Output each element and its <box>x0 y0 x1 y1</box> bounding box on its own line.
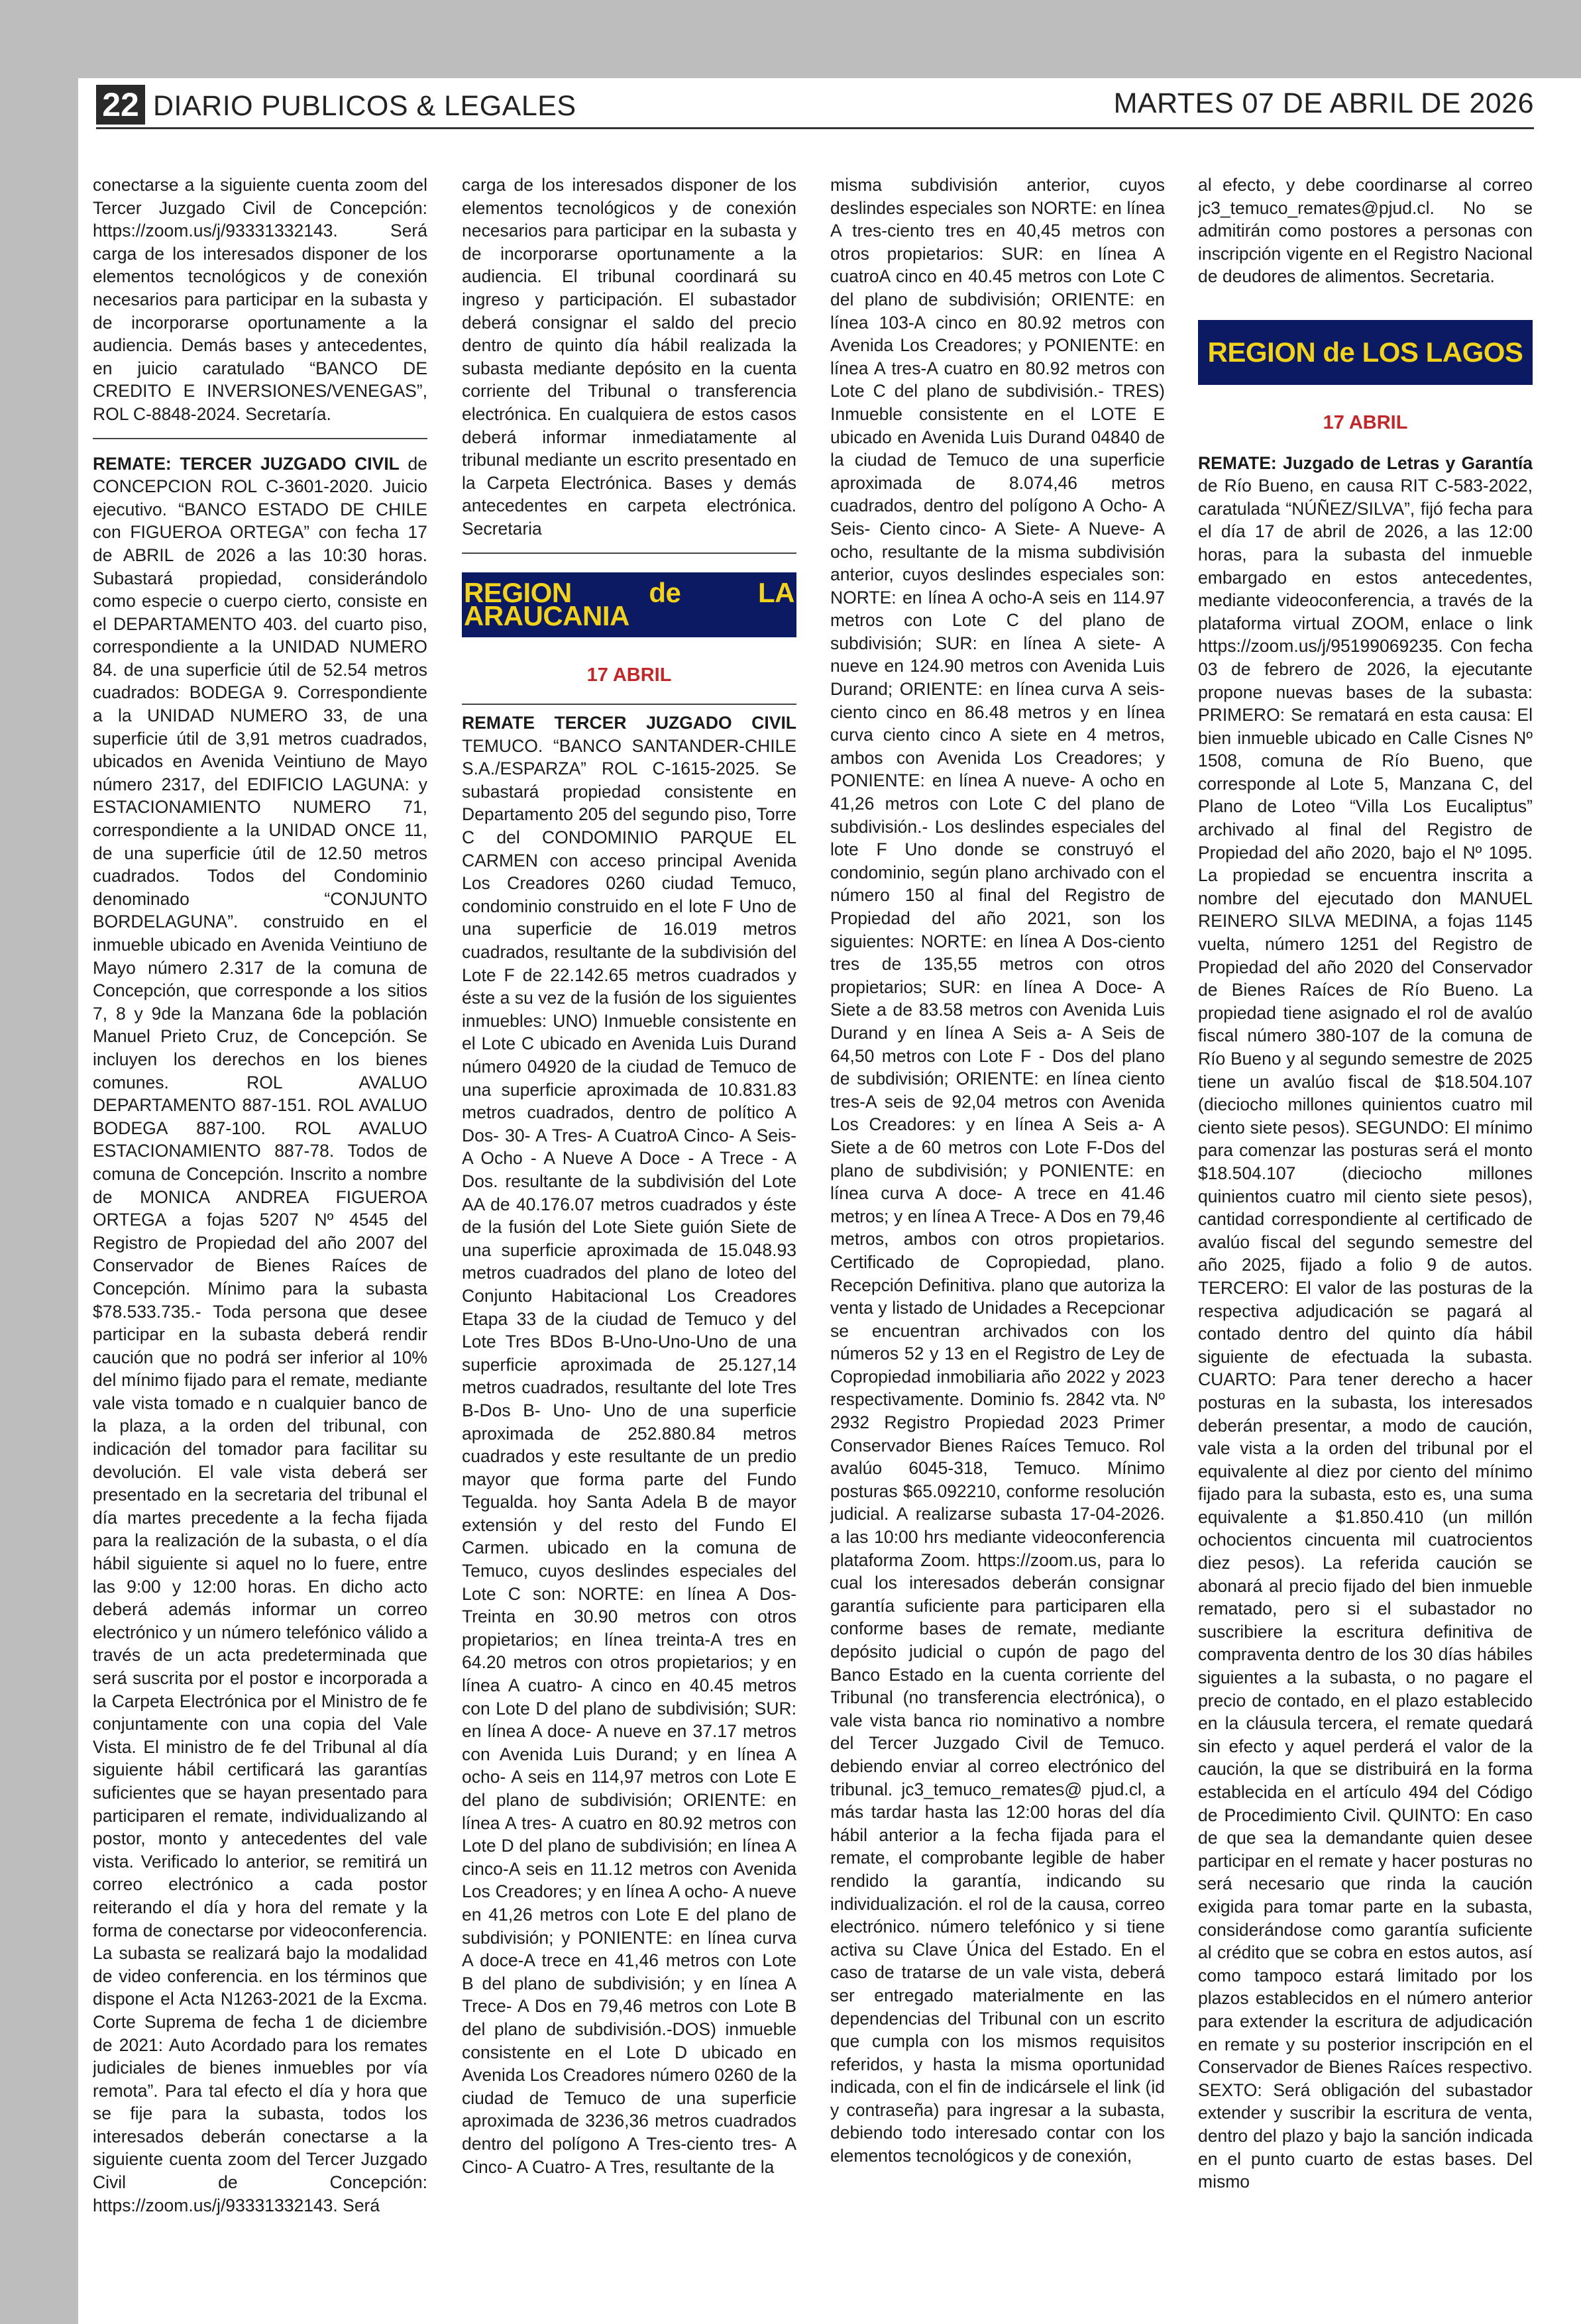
region-date: 17 ABRIL <box>1323 411 1408 433</box>
notice-continuation: conectarse a la siguiente cuenta zoom del Tercer Juzgado Civil de Concepción: https://zoom.us/j/93331332143. Será carga de los interesados disponer de los elementos tecnológicos y de conexión necesarios para participar en la subasta y de incorporarse oportunamente a la audiencia. Demás bases y antecedentes, en juicio caratulado “BANCO DE CREDITO E INVERSIONES/VENEGAS”, ROL C-8848-2024. Secretaría. <box>93 175 427 424</box>
newspaper-title: DIARIO PUBLICOS & LEGALES <box>153 90 576 122</box>
legal-notice <box>462 712 796 2178</box>
column-3 <box>830 174 1165 2300</box>
page-number: 22 <box>96 85 145 125</box>
notice-lead: REMATE: Juzgado de Letras y Garantía <box>1198 452 1533 473</box>
notice-body: de Río Bueno, en causa RIT C-583-2022, caratulada “NÚÑEZ/SILVA”, fijó fecha para el día 17 de abril de 2026, a las 12:00 horas, para la subasta del inmueble embargado en estos antecedentes, mediante videoconferencia, a través de la plataforma virtual ZOOM, enlace o link https://zoom.us/j/95199069235. Con fecha 03 de febrero de 2026, la ejecutante propone nuevas bases de la subasta: PRIMERO: Se rematará en esta causa: El bien inmueble ubicado en Calle Cisnes Nº 1508, comuna de Río Bueno, que corresponde al Lote 5, Manzana C, del Plano de Loteo “Villa Los Eucaliptus” archivado al final del Registro de Propiedad del año 2020, bajo el Nº 1095. La propiedad se encuentra inscrita a nombre del ejecutado don MANUEL REINERO SILVA MEDINA, a fojas 1145 vuelta, número 1251 del Registro de Propiedad del año 2020 del Conservador de Bienes Raíces de Río Bueno. La propiedad tiene asignado el rol de avalúo fiscal número 380-107 de la comuna de Río Bueno y al segundo semestre de 2025 tiene un avalúo fiscal de $18.504.107 (dieciocho millones quinientos cuatro mil ciento siete pesos). SEGUNDO: El mínimo para comenzar las posturas será el monto $18.504.107 (dieciocho millones quinientos cuatro mil ciento siete pesos), cantidad correspondiente al certificado de avalúo fiscal del segundo semestre del año 2025, fijado a folio 9 de autos. TERCERO: El valor de las posturas de la respectiva adjudicación se pagará al contado dentro del quinto día hábil siguiente de efectuada la subasta. CUARTO: Para tener derecho a hacer posturas en la subasta, los interesados deberán presentar, a modo de caución, vale vista a la orden del tribunal por el equivalente al diez por ciento del mínimo fijado para la subasta, esto es, una suma equivalente a $1.850.410 (un millón ochocientos cincuenta mil cuatrocientos diez pesos). La referida caución se abonará al precio fijado del bien inmueble rematado, pero si el subastador no suscribiere la escritura definitiva de compraventa dentro de los 30 días hábiles siguientes a la subasta, o no pagare el precio de contado, en el plazo establecido en la cláusula tercera, el remate quedará sin efecto y aquel perderá el valor de la caución, la que se distribuirá en la forma establecida en el artículo 494 del Código de Procedimiento Civil. QUINTO: En caso de que sea la demandante quien desee participar en el remate y hacer posturas no será necesario que rinda la caución exigida para tomar parte en la subasta, considerándose como garantía suficiente al crédito que se cobra en estos autos, así como tampoco estará limitado por los plazos establecidos en el número anterior para extender la escritura de adjudicación en remate y su posterior inscripción en el Conservador de Bienes Raíces respectivo. SEXTO: Será obligación del subastador extender y suscribir la escritura de venta, dentro del plazo y bajo la sanción indicada en el punto cuarto de estas bases. Del mismo <box>1198 476 1533 2192</box>
notice-body: de CONCEPCION ROL C-3601-2020. Juicio ejecutivo. “BANCO ESTADO DE CHILE con FIGUEROA ORTEGA” con fecha 17 de ABRIL de 2026 a las 10:30 horas. Subastará propiedad, considerándolo como especie o cuerpo cierto, consiste en el DEPARTAMENTO 403. del cuarto piso, correspondiente a la UNIDAD NUMERO 84. de una superficie útil de 52.54 metros cuadrados: BODEGA 9. Correspondiente a la UNIDAD NUMERO 33, de una superficie útil de 3,91 metros cuadrados, ubicados en Avenida Veintiuno de Mayo número 2317, del EDIFICIO LAGUNA: y ESTACIONAMIENTO NUMERO 71, correspondiente a la UNIDAD ONCE 11, de una superficie útil de 12.50 metros cuadrados. Todos del Condominio denominado “CONJUNTO BORDELAGUNA”. construido en el inmueble ubicado en Avenida Veintiuno de Mayo número 2.317 de la comuna de Concepción, que corresponde a los sitios 7, 8 y 9de la Manzana 6de la población Manuel Prieto Cruz, de Concepción. Se incluyen los derechos en los bienes comunes. ROL AVALUO DEPARTAMENTO 887-151. ROL AVALUO BODEGA 887-100. ROL AVALUO ESTACIONAMIENTO 887-78. Todos de comuna de Concepción. Inscrito a nombre de MONICA ANDREA FIGUEROA ORTEGA a fojas 5207 Nº 4545 del Registro de Propiedad del año 2007 del Conservador de Bienes Raíces de Concepción. Mínimo para la subasta $78.533.735.- Toda persona que desee participar en la subasta deberá rendir caución que no podrá ser inferior al 10% del mínimo fijado para el remate, mediante vale vista tomado e n cualquier banco de la plaza, a la orden del tribunal, con indicación del tomador para facilitar su devolución. El vale vista deberá ser presentado en la secretaria del tribunal el día martes precedente a la fecha fijada para la realización de la subasta, o el día hábil siguiente si aquel no lo fuere, entre las 9:00 y 12:00 horas. En dicho acto deberá además informar un correo electrónico y un número telefónico válido a través de un acta predeterminada que será suscrita por el postor e incorporada a la Carpeta Electrónica por el Ministro de fe conjuntamente con una copia del Vale Vista. El ministro de fe del Tribunal al día siguiente hábil certificará las garantías suficientes que se hayan presentado para participaren el remate, individualizando al postor, monto y antecedentes del vale vista. Verificado lo anterior, se remitirá un correo electrónico a cada postor reiterando el día y hora del remate y la forma de conectarse por videoconferencia. La subasta se realizará bajo la modalidad de video conferencia. en los términos que dispone el Acta N1263-2021 de la Excma. Corte Suprema de fecha 1 de diciembre de 2021: Auto Acordado para los remates judiciales de bienes inmuebles por vía remota”. Para tal efecto el día y hora que se fije para la subasta, todos los interesados deberán conectarse a la siguiente cuenta zoom del Tercer Juzgado Civil de Concepción: https://zoom.us/j/93331332143. Será <box>93 453 427 2215</box>
legal-notice <box>1198 452 1533 2193</box>
header-divider <box>96 127 1534 129</box>
notice-lead: REMATE TERCER JUZGADO CIVIL <box>462 713 796 733</box>
page-header <box>96 85 1534 125</box>
notice-body: TEMUCO. “BANCO SANTANDER-CHILE S.A./ESPARZA” ROL C-1615-2025. Se subastará propiedad consistente en Departamento 205 del segundo piso, Torre C del CONDOMINIO PARQUE EL CARMEN con acceso principal Avenida Los Creadores 0260 ciudad Temuco, condominio construido en el lote F Uno de una superficie de 16.019 metros cuadrados, resultante de la subdivisión del Lote F de 22.142.65 metros cuadrados y éste a su vez de la fusión de los siguientes inmuebles: UNO) Inmueble consistente en el Lote C ubicado en Avenida Luis Durand número 04920 de la ciudad de Temuco de una superficie aproximada de 10.831.83 metros cuadrados, dentro de político A Dos- 30- A Tres- A CuatroA Cinco- A Seis- A Ocho - A Nueve A Doce - A Trece - A Dos. resultante de la subdivisión del Lote AA de 40.176.07 metros cuadrados y éste de la fusión del Lote Siete guión Siete de una superficie aproximada de 15.048.93 metros cuadrados del plano de loteo del Conjunto Habitacional Los Creadores Etapa 33 de la ciudad de Temuco y del Lote Tres BDos B-Uno-Uno-Uno de una superficie aproximada de 25.127,14 metros cuadrados, resultante del lote Tres B-Dos B- Uno- Uno de una superficie aproximada de 252.880.84 metros cuadrados y este resultante de un predio mayor que forma parte del Fundo Tegualda. hoy Santa Adela B de mayor extensión y del resto del Fundo El Carmen. ubicado en la comuna de Temuco, cuyos deslindes especiales del Lote C son: NORTE: en línea A Dos-Treinta en 30.90 metros con otros propietarios; en línea treinta-A tres en 64.20 metros con otros propietarios; y en línea A cuatro- A cinco en 40.45 metros con Lote D del plano de subdivisión; SUR: en línea A doce- A nueve en 37.17 metros con Avenida Luis Durand; y en línea A ocho- A seis en 114,97 metros con Lote E del plano de subdivisión; ORIENTE: en línea A tres- A cuatro en 80.92 metros con Lote D del plano de subdivisión; en línea A cinco-A seis en 11.12 metros con Avenida Los Creadores; y en línea A ocho- A nueve en 41,26 metros con Lote E del plano de subdivisión; y PONIENTE: en línea curva A doce-A trece en 41,46 metros con Lote B del plano de subdivisión; y en línea A Trece- A Dos en 79,46 metros con Lote B del plano de subdivisión.-DOS) inmueble consistente en el Lote D ubicado en Avenida Los Creadores número 0260 de la ciudad de Temuco de una superficie aproximada de 3236,36 metros cuadrados dentro del polígono A Tres-ciento tres- A Cinco- A Cuatro- A Tres, resultante de la <box>462 735 796 2177</box>
column-1 <box>93 174 427 2300</box>
region-banner-los-lagos: REGION de LOS LAGOS <box>1198 320 1533 385</box>
legal-notice <box>93 452 427 2217</box>
column-4 <box>1198 174 1533 2300</box>
region-date: 17 ABRIL <box>586 664 672 686</box>
notice-divider <box>462 704 796 705</box>
notice-divider <box>93 438 427 439</box>
issue-date: MARTES 07 DE ABRIL DE 2026 <box>1113 87 1534 119</box>
column-2 <box>462 174 796 2300</box>
notice-continuation: carga de los interesados disponer de los elementos tecnológicos y de conexión necesarios para participar en la subasta y de incorporarse oportunamente a la audiencia. El tribunal coordinará su ingreso y participación. El subastador deberá consignar el saldo del precio dentro de quinto día hábil realizada la subasta mediante depósito en la cuenta corriente del Tribunal o transferencia electrónica. En cualquiera de estos casos deberá informar inmediatamente al tribunal mediante un escrito presentado en la Carpeta Electrónica. Bases y demás antecedentes en carpeta electrónica. Secretaria <box>462 175 796 539</box>
notice-continuation: misma subdivisión anterior, cuyos deslindes especiales son NORTE: en línea A tres-ciento tres en 40,45 metros con otros propietarios: SUR: en línea A cuatroA cinco en 40.45 metros con Lote C del plano de subdivisión; ORIENTE: en línea 103-A cinco en 80.92 metros con Avenida Los Creadores; y PONIENTE: en línea A tres-A cuatro en 80.92 metros con Lote C del plano de subdivisión.- TRES) Inmueble consistente en el LOTE E ubicado en Avenida Luis Durand 04840 de la ciudad de Temuco de una superficie aproximada de 8.074,46 metros cuadrados, dentro del polígono A Ocho- A Seis- Ciento cinco- A Siete- A Nueve- A ocho, resultante de la misma subdivisión anterior, cuyos deslindes especiales son: NORTE: en línea A ocho-A seis en 114.97 metros con Lote C del plano de subdivisión; SUR: en línea A siete- A nueve en 124.90 metros con Avenida Luis Durand; ORIENTE: en línea curva A seis-ciento cinco en 86.48 metros y en línea curva ciento cinco A siete en 4 metros, ambos con Avenida Los Creadores; y PONIENTE: en línea A nueve- A ocho en 41,26 metros con Lote C del plano de subdivisión.- Los deslindes especiales del lote F Uno donde se construyó el condominio, según plano archivado con el número 150 al final del Registro de Propiedad del año 2021, son los siguientes: NORTE: en línea A Dos-ciento tres de 135,55 metros con otros propietarios; SUR: en línea A Doce- A Siete a de 83.58 metros con Avenida Luis Durand y en línea A Seis a- A Seis de 64,50 metros con Lote F - Dos del plano de subdivisión; ORIENTE: en línea ciento tres-A seis de 92,04 metros con Avenida Los Creadores: y en línea A Seis a- A Siete a de 60 metros con Lote F-Dos del plano de subdivisión; y PONIENTE: en línea curva A doce- A trece en 41.46 metros; y en línea A Trece- A Dos en 79,46 metros, ambos con otros propietarios. Certificado de Copropiedad, plano. Recepción Definitiva. plano que autoriza la venta y listado de Unidades a Recepcionar se encuentran archivados con los números 52 y 13 en el Registro de Ley de Copropiedad inmobiliaria año 2022 y 2023 respectivamente. Dominio fs. 2842 vta. Nº 2932 Registro Propiedad 2023 Primer Conservador Bienes Raíces Temuco. Rol avalúo 6045-318, Temuco. Mínimo posturas $65.092210, conforme resolución judicial. A realizarse subasta 17-04-2026. a las 10:00 hrs mediante videoconferencia plataforma Zoom. https://zoom.us, para lo cual los interesados deberán consignar garantía suficiente para participaren ella conforme bases de remate, mediante depósito judicial o cupón de pago del Banco Estado en la cuenta corriente del Tribunal (no transferencia electrónica), o vale vista banca rio nominativo a nombre del Tercer Juzgado Civil de Temuco. debiendo enviar al correo electrónico del tribunal. jc3_temuco_remates@ pjud.cl, a más tardar hasta las 12:00 horas del día hábil anterior a la fecha fijada para el remate, el comprobante legible de haber rendido la garantía, indicando su individualización. el rol de la causa, correo electrónico. número telefónico y si tiene activa su Clave Única del Estado. En el caso de tratarse de un vale vista, deberá ser entregado materialmente en las dependencias del Tribunal con un escrito que cumpla con los mismos requisitos referidos, y hasta la misma oportunidad indicada, con el fin de indicársele el link (id y contraseña) para ingresar a la subasta, debiendo todo interesado contar con los elementos tecnológicos y de conexión, <box>830 175 1165 2166</box>
notice-lead: REMATE: TERCER JUZGADO CIVIL <box>93 453 400 474</box>
region-banner-araucania: REGION de LA ARAUCANIA <box>462 572 796 637</box>
notice-continuation: al efecto, y debe coordinarse al correo jc3_temuco_remates@pjud.cl. No se admitirán como postores a personas con inscripción vigente en el Registro Nacional de deudores de alimentos. Secretaria. <box>1198 175 1533 287</box>
notice-divider <box>462 553 796 554</box>
